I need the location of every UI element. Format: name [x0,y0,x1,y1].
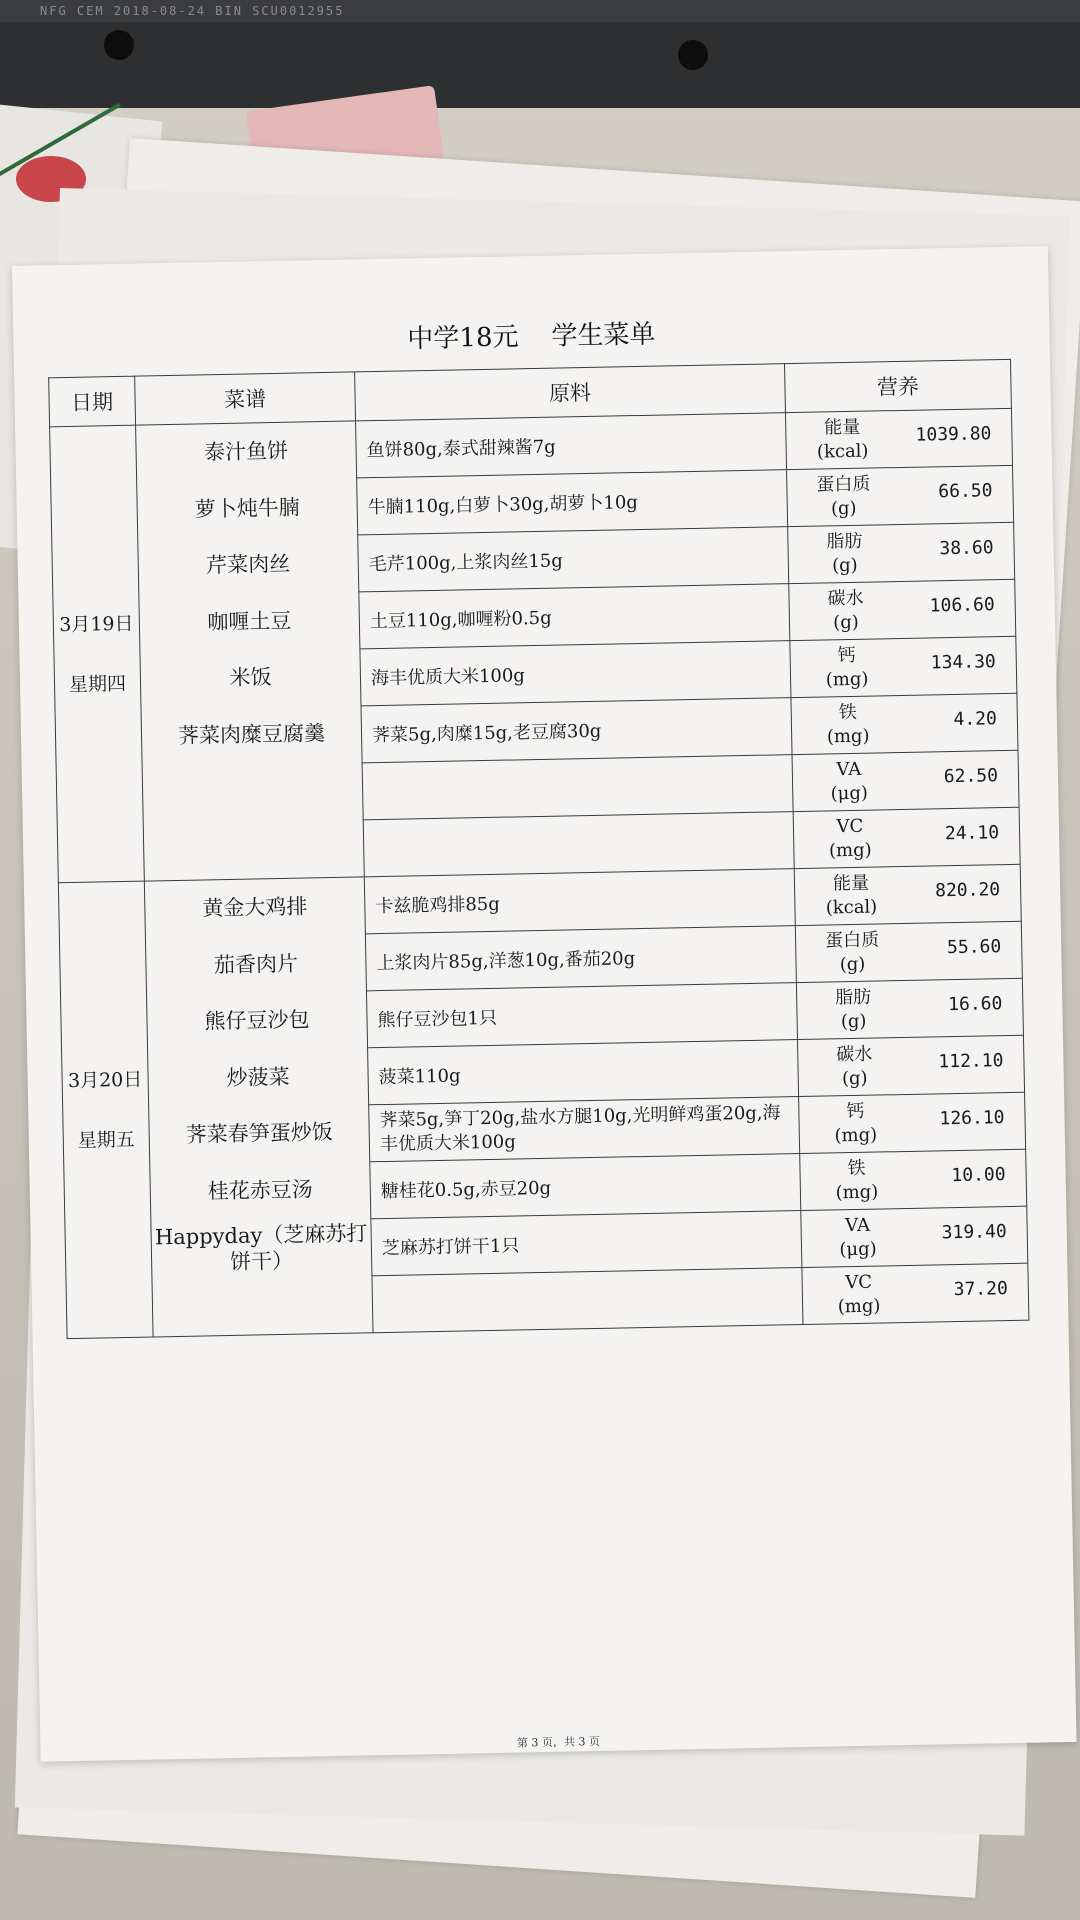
nutrient-label: 钙 (mg) [834,1100,878,1147]
header-dishes: 菜谱 [135,372,356,425]
nutrient-value: 38.60 [939,537,994,560]
menu-table [48,359,1029,1339]
ingredient-cell: 糖桂花0.5g,赤豆20g [370,1154,801,1219]
ingredient-cell [372,1268,803,1333]
nutrition-cell [800,1149,1027,1210]
page-footer: 第 3 页，共 3 页 [516,1734,601,1750]
nutrient-label: 铁 (mg) [835,1157,879,1204]
date: 3月20日 [67,1068,143,1092]
nutrient-label: 蛋白质 (g) [816,473,871,520]
nutrient-label: VC (mg) [828,815,872,862]
nutrition-cell [792,750,1019,811]
nutrition-cell [796,978,1023,1039]
nutrient-label: 能量 (kcal) [816,416,869,463]
dish-item: 茄香肉片 [213,951,299,977]
nutrient-label: 能量 (kcal) [825,872,878,919]
binder [0,0,1080,108]
nutrient-label: 铁 (mg) [826,701,870,748]
ingredient-cell: 荠菜5g,肉糜15g,老豆腐30g [361,698,792,763]
menu-sheet [12,246,1077,1762]
nutrient-value: 37.20 [953,1278,1009,1301]
ingredient-cell: 熊仔豆沙包1只 [366,983,797,1048]
menu-title: 中学18元 学生菜单 [407,319,656,355]
dish-list [144,877,373,1337]
dish-item: 咖喱土豆 [207,608,292,634]
nutrient-label: 钙 (mg) [825,644,869,691]
nutrient-value: 55.60 [946,936,1002,959]
binder-hole [678,40,708,70]
nutrient-value: 1039.80 [915,423,992,446]
binder-label: NFG CEM 2018-08-24 BIN SCU0012955 [0,0,1080,22]
ingredient-cell: 海丰优质大米100g [360,641,791,706]
nutrient-value: 126.10 [939,1107,1005,1130]
nutrition-cell [794,864,1021,925]
day-block-thursday [50,408,1021,882]
nutrition-cell [790,636,1017,697]
dish-item: 萝卜炖牛腩 [194,495,300,522]
header-ingredients: 原料 [355,364,786,421]
nutrient-label: 碳水 (g) [827,587,864,634]
dish-item: Happyday（芝麻苏打饼干） [154,1221,368,1274]
nutrition-cell [802,1263,1029,1324]
nutrient-value: 10.00 [951,1164,1006,1187]
weekday: 星期四 [68,672,127,696]
nutrition-cell [791,693,1018,754]
dish-item: 芹菜肉丝 [206,551,291,578]
nutrition-cell [785,408,1012,469]
ingredient-cell: 芝麻苏打饼干1只 [371,1211,802,1276]
nutrition-cell [797,1035,1024,1096]
nutrition-cell [789,579,1016,640]
weekday: 星期五 [77,1128,135,1152]
nutrient-value: 66.50 [938,480,993,503]
nutrition-cell [799,1092,1026,1153]
nutrient-value: 16.60 [947,993,1003,1016]
nutrition-cell [801,1206,1028,1267]
nutrient-value: 820.20 [934,879,1001,902]
binder-hole [104,30,134,60]
nutrient-value: 62.50 [943,765,999,788]
dish-item: 熊仔豆沙包 [204,1007,310,1034]
header-date: 日期 [49,376,136,427]
nutrient-value: 319.40 [941,1221,1007,1244]
dish-list [136,421,365,881]
nutrient-label: 蛋白质 (g) [824,929,880,976]
nutrient-value: 112.10 [938,1050,1004,1073]
ingredient-cell: 鱼饼80g,泰式甜辣酱7g [356,413,787,478]
dish-item: 桂花赤豆汤 [207,1176,314,1203]
nutrient-label: 碳水 (g) [836,1043,873,1090]
ingredient-cell [362,755,793,820]
ingredient-cell: 牛腩110g,白萝卜30g,胡萝卜10g [357,470,788,535]
ingredient-cell [363,812,794,877]
nutrient-value: 134.30 [930,651,996,674]
dish-item: 炒菠菜 [226,1064,290,1090]
nutrient-label: VC (mg) [837,1271,881,1318]
ingredient-cell: 菠菜110g [368,1040,799,1105]
dish-item: 米饭 [229,665,272,690]
ingredient-cell: 上浆肉片85g,洋葱10g,番茄20g [365,926,796,991]
dish-item: 泰汁鱼饼 [203,438,289,465]
ingredient-cell: 荠菜5g,笋丁20g,盐水方腿10g,光明鲜鸡蛋20g,海丰优质大米100g [369,1097,800,1162]
nutrition-cell [788,522,1015,583]
dish-item: 黄金大鸡排 [202,894,308,921]
date: 3月19日 [59,612,134,636]
nutrient-label: 脂肪 (g) [826,530,863,577]
date-cell [58,881,153,1339]
nutrition-cell [795,921,1022,982]
nutrient-value: 4.20 [953,708,998,731]
nutrient-label: VA (μg) [830,758,869,805]
nutrient-label: VA (μg) [839,1214,877,1261]
ingredient-cell: 土豆110g,咖喱粉0.5g [359,584,790,649]
dish-item: 荠菜春笋蛋炒饭 [185,1120,333,1147]
nutrient-value: 24.10 [944,822,1000,845]
nutrition-cell [793,807,1020,868]
ingredient-cell: 卡兹脆鸡排85g [364,869,795,934]
nutrient-label: 脂肪 (g) [834,986,872,1033]
date-cell [50,425,145,883]
day-block-friday [58,864,1029,1338]
ingredient-cell: 毛芹100g,上浆肉丝15g [358,527,789,592]
nutrition-cell [787,465,1014,526]
nutrient-value: 106.60 [929,594,995,617]
header-nutrition: 营养 [785,359,1012,412]
dish-item: 荠菜肉糜豆腐羹 [177,720,326,748]
